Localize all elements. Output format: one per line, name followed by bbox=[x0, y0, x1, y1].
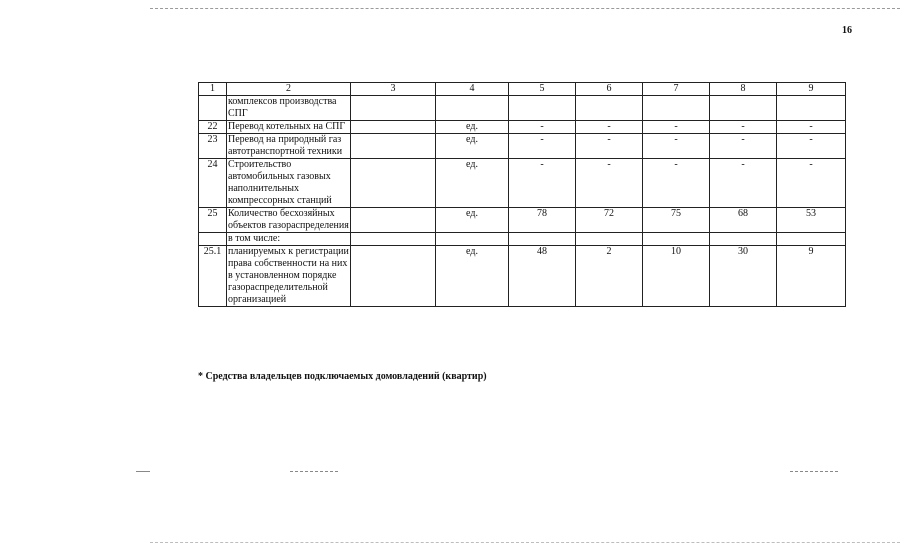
table-cell-c3 bbox=[351, 246, 436, 307]
table-cell-v8: - bbox=[710, 121, 777, 134]
page-number: 16 bbox=[842, 25, 852, 36]
table-cell-v9 bbox=[777, 233, 846, 246]
table-header-row bbox=[199, 83, 846, 96]
header-cell: 9 bbox=[777, 83, 846, 96]
table-cell-v7: 10 bbox=[643, 246, 710, 307]
table-cell-v7 bbox=[643, 233, 710, 246]
table-cell-v7: 75 bbox=[643, 208, 710, 233]
table-cell-v6: 72 bbox=[576, 208, 643, 233]
table-row bbox=[199, 246, 846, 307]
table-cell-v8: - bbox=[710, 134, 777, 159]
table-cell-c3 bbox=[351, 208, 436, 233]
table-cell-v8 bbox=[710, 233, 777, 246]
table-cell-num: 22 bbox=[199, 121, 227, 134]
table-cell-v5 bbox=[509, 96, 576, 121]
table-cell-unit bbox=[436, 233, 509, 246]
table-cell-v6: - bbox=[576, 134, 643, 159]
table-cell-v7: - bbox=[643, 159, 710, 208]
table-row bbox=[199, 233, 846, 246]
footnote: * Средства владельцев подключаемых домовладений (квартир) bbox=[198, 371, 487, 382]
table-cell-v9: - bbox=[777, 121, 846, 134]
table-cell-v9 bbox=[777, 96, 846, 121]
table-cell-v7: - bbox=[643, 121, 710, 134]
table-cell-v6 bbox=[576, 96, 643, 121]
table-cell-v6 bbox=[576, 233, 643, 246]
table-cell-v8 bbox=[710, 96, 777, 121]
table-cell-v8: 68 bbox=[710, 208, 777, 233]
table-cell-v5: - bbox=[509, 134, 576, 159]
scan-mark-center bbox=[290, 471, 338, 472]
table-cell-name: планируемых к регистрации права собственности на них в установленном порядке газораспределительной организацией bbox=[228, 246, 349, 305]
table-cell-unit: ед. bbox=[436, 121, 509, 134]
table-cell-name: Строительство автомобильных газовых наполнительных компрессорных станций bbox=[227, 159, 351, 208]
table-cell-v9: - bbox=[777, 159, 846, 208]
table-cell-c3 bbox=[351, 121, 436, 134]
table-cell-unit bbox=[436, 96, 509, 121]
table-cell-num bbox=[199, 233, 227, 246]
table-row bbox=[199, 159, 846, 208]
table-cell-v8: - bbox=[710, 159, 777, 208]
table-cell-v5: - bbox=[509, 121, 576, 134]
scan-edge-top bbox=[150, 8, 900, 9]
table-cell-num: 25.1 bbox=[199, 246, 227, 307]
scan-edge-bottom bbox=[150, 542, 900, 543]
table-cell-c3 bbox=[351, 233, 436, 246]
table-cell-v7 bbox=[643, 96, 710, 121]
table-row bbox=[199, 208, 846, 233]
table-cell-unit: ед. bbox=[436, 159, 509, 208]
table-cell-num: 25 bbox=[199, 208, 227, 233]
table-row bbox=[199, 134, 846, 159]
table-cell-v5 bbox=[509, 233, 576, 246]
table-cell-name: Количество бесхозяйных объектов газораспределения bbox=[228, 208, 349, 231]
table-cell-unit: ед. bbox=[436, 134, 509, 159]
table-cell-v6: 2 bbox=[576, 246, 643, 307]
header-cell: 2 bbox=[227, 83, 351, 96]
table-cell-name: в том числе: bbox=[227, 233, 351, 246]
table-cell-v6: - bbox=[576, 121, 643, 134]
header-cell: 4 bbox=[436, 83, 509, 96]
header-cell: 1 bbox=[199, 83, 227, 96]
table-cell-name: комплексов производства СПГ bbox=[227, 96, 351, 121]
table-cell-v7: - bbox=[643, 134, 710, 159]
table-cell-c3 bbox=[351, 134, 436, 159]
table-cell-unit: ед. bbox=[436, 208, 509, 233]
table-cell-name: Перевод котельных на СПГ bbox=[227, 121, 351, 134]
table-cell-v9: - bbox=[777, 134, 846, 159]
table-cell-v9: 9 bbox=[777, 246, 846, 307]
table-cell-name: Перевод на природный газ автотранспортной техники bbox=[227, 134, 351, 159]
header-cell: 8 bbox=[710, 83, 777, 96]
table-cell-v5: 48 bbox=[509, 246, 576, 307]
table-cell-c3 bbox=[351, 159, 436, 208]
table-cell-unit: ед. bbox=[436, 246, 509, 307]
scan-mark-left bbox=[136, 471, 150, 472]
table-row bbox=[199, 121, 846, 134]
table-cell-num: 24 bbox=[199, 159, 227, 208]
header-cell: 6 bbox=[576, 83, 643, 96]
table-cell-num bbox=[199, 96, 227, 121]
table-cell-v5: - bbox=[509, 159, 576, 208]
table-cell-num: 23 bbox=[199, 134, 227, 159]
scan-mark-right bbox=[790, 471, 838, 472]
header-cell: 7 bbox=[643, 83, 710, 96]
table-row bbox=[199, 96, 846, 121]
table-cell-v9: 53 bbox=[777, 208, 846, 233]
header-cell: 5 bbox=[509, 83, 576, 96]
table-cell-v5: 78 bbox=[509, 208, 576, 233]
header-cell: 3 bbox=[351, 83, 436, 96]
table-cell-v8: 30 bbox=[710, 246, 777, 307]
table-cell-c3 bbox=[351, 96, 436, 121]
data-table bbox=[198, 82, 846, 307]
table-cell-v6: - bbox=[576, 159, 643, 208]
